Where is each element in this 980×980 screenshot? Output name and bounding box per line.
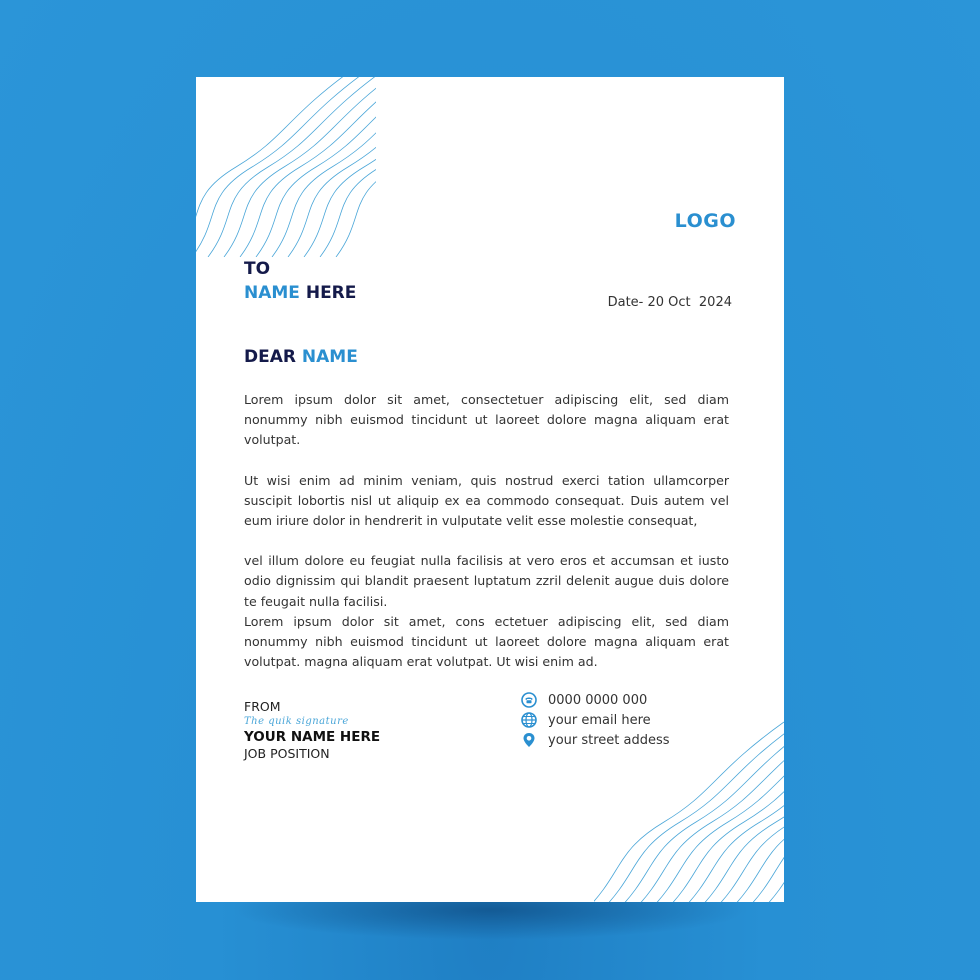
contact-phone (521, 690, 670, 710)
body-paragraph: Ut wisi enim ad minim veniam, quis nostrud exerci tation ullamcorper suscipit lobortis nisl ut aliquip ex ea commodo consequat. Duis autem vel eum iriure dolor in hendrerit in vulputate velit esse molestie consequat, (244, 472, 729, 529)
greeting-name: NAME (301, 347, 358, 367)
letterhead-page (196, 77, 784, 902)
contact-address-text: your street addess (548, 732, 670, 748)
phone-icon (521, 692, 537, 708)
recipient-name-rest: HERE (305, 283, 357, 303)
sender-block (244, 699, 380, 761)
contact-address (521, 730, 670, 750)
contact-list (521, 690, 670, 750)
to-label: TO (244, 259, 271, 279)
logo-placeholder: LOGO (674, 210, 736, 232)
wave-line (760, 722, 784, 902)
greeting-first: DEAR (244, 347, 296, 367)
globe-icon (521, 712, 537, 728)
sender-job-position: JOB POSITION (244, 746, 330, 761)
recipient-block (244, 257, 356, 305)
wave-line (304, 77, 376, 257)
sender-name: YOUR NAME HERE (244, 729, 381, 745)
top-wave-decoration (196, 77, 376, 257)
wave-line (240, 77, 376, 257)
body-paragraph: vel illum dolore eu feugiat nulla facilisis at vero eros et accumsan et iusto odio dignissim qui blandit praesent luptatum zzril delenit augue duis dolore te feugait nulla facilisi. (244, 553, 729, 609)
recipient-name (244, 281, 356, 305)
wave-line (744, 722, 784, 902)
contact-email (521, 710, 670, 730)
from-label: FROM (244, 699, 281, 714)
location-pin-icon (521, 732, 537, 748)
greeting (244, 347, 358, 367)
body-paragraph: Lorem ipsum dolor sit amet, cons ectetuer adipiscing elit, sed diam nonummy nibh euismod tincidunt ut laoreet dolore magna aliquam erat volutpat. magna aliquam erat volutpat. Ut wisi enim ad. (244, 613, 729, 670)
body-paragraph: Lorem ipsum dolor sit amet, consectetuer adipiscing elit, sed diam nonummy nibh euismod tincidunt ut laoreet dolore magna aliquam erat volutpat. (244, 392, 729, 448)
wave-line (664, 722, 784, 902)
signature: The quik signature (244, 716, 349, 727)
wave-line (272, 77, 376, 257)
contact-phone-text: 0000 0000 000 (548, 692, 648, 708)
letter-date: Date- 20 Oct 2024 (607, 295, 732, 310)
recipient-name-first: NAME (244, 283, 300, 303)
letter-body (244, 390, 729, 672)
contact-email-text: your email here (548, 712, 651, 728)
